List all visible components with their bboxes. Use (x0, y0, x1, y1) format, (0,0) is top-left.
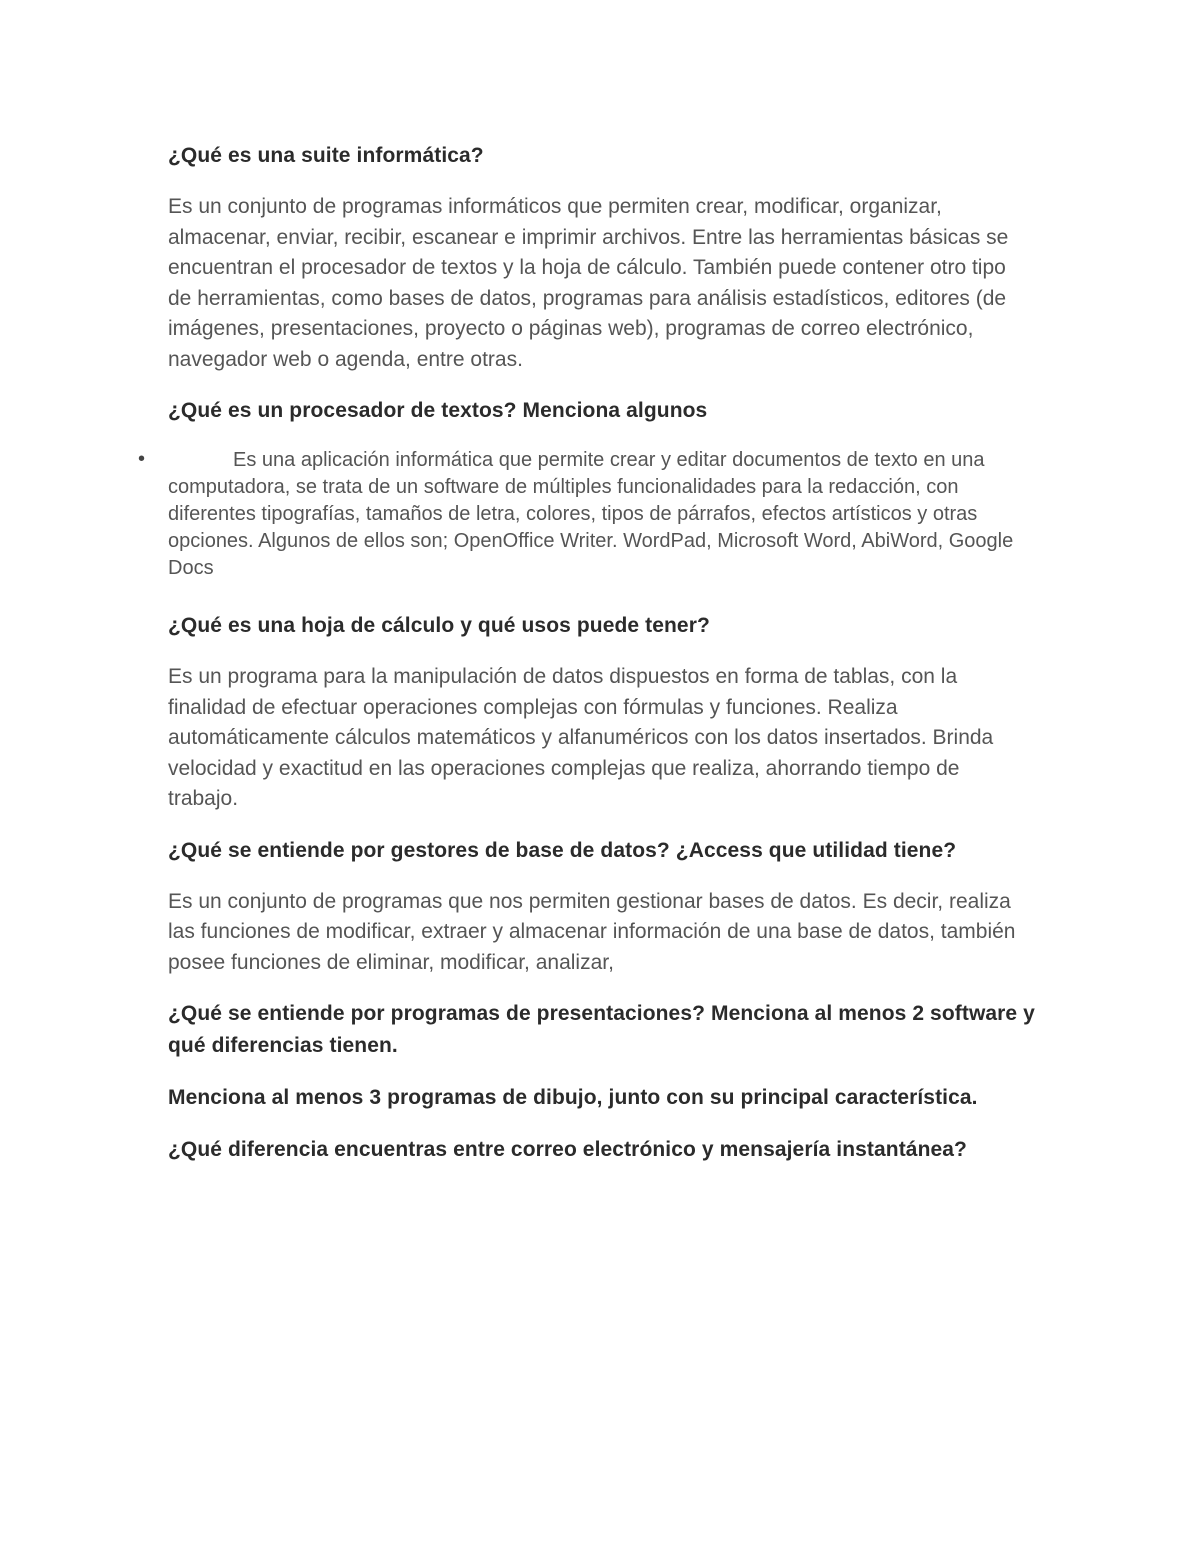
bullet-list-item (138, 447, 1035, 582)
question-heading-hoja-calculo: ¿Qué es una hoja de cálculo y qué usos puede tener? (168, 614, 710, 637)
answer-bullet-procesador-textos: Es una aplicación informática que permite crear y editar documentos de texto en una computadora, se trata de un software de múltiples funcionalidades para la redacción, con diferentes tipografías, tamaños de letra, colores, tipos de párrafos, efectos artísticos y otras opciones. Algunos de ellos son; OpenOffice Writer. WordPad, Microsoft Word, AbiWord, Google Docs (168, 449, 1014, 579)
question-heading-correo-mensajeria: ¿Qué diferencia encuentras entre correo electrónico y mensajería instantánea? (168, 1138, 967, 1161)
question-heading-procesador-textos: ¿Qué es un procesador de textos? Menciona algunos (168, 399, 708, 422)
question-heading-suite-informatica: ¿Qué es una suite informática? (168, 144, 484, 167)
answer-paragraph-hoja-calculo: Es un programa para la manipulación de datos dispuestos en forma de tablas, con la finalidad de efectuar operaciones complejas con fórmulas y funciones. Realiza automáticamente cálculos matemáticos y alfanuméricos con los datos insertados. Brinda velocidad y exactitud en las operaciones complejas que realiza, ahorrando tiempo de trabajo. (168, 665, 994, 810)
question-heading-gestores-base-datos: ¿Qué se entiende por gestores de base de datos? ¿Access que utilidad tiene? (168, 838, 957, 862)
question-heading-programas-presentaciones: ¿Qué se entiende por programas de presentaciones? Menciona al menos 2 software y qué diferencias tienen. (168, 1002, 1035, 1057)
question-heading-programas-dibujo: Menciona al menos 3 programas de dibujo, junto con su principal característica. (168, 1086, 978, 1109)
answer-paragraph-gestores-base-datos: Es un conjunto de programas que nos permiten gestionar bases de datos. Es decir, realiza las funciones de modificar, extraer y almacenar información de una base de datos, también posee funciones de eliminar, modificar, analizar, (168, 889, 1016, 974)
answer-paragraph-suite-informatica: Es un conjunto de programas informáticos que permiten crear, modificar, organizar, almacenar, enviar, recibir, escanear e imprimir archivos. Entre las herramientas básicas se encuentran el procesador de textos y la hoja de cálculo. También puede contener otro tipo de herramientas, como bases de datos, programas para análisis estadísticos, editores (de imágenes, presentaciones, proyecto o páginas web), programas de correo electrónico, navegador web o agenda, entre otras. (168, 195, 1009, 371)
bullet-icon: • (138, 448, 146, 470)
